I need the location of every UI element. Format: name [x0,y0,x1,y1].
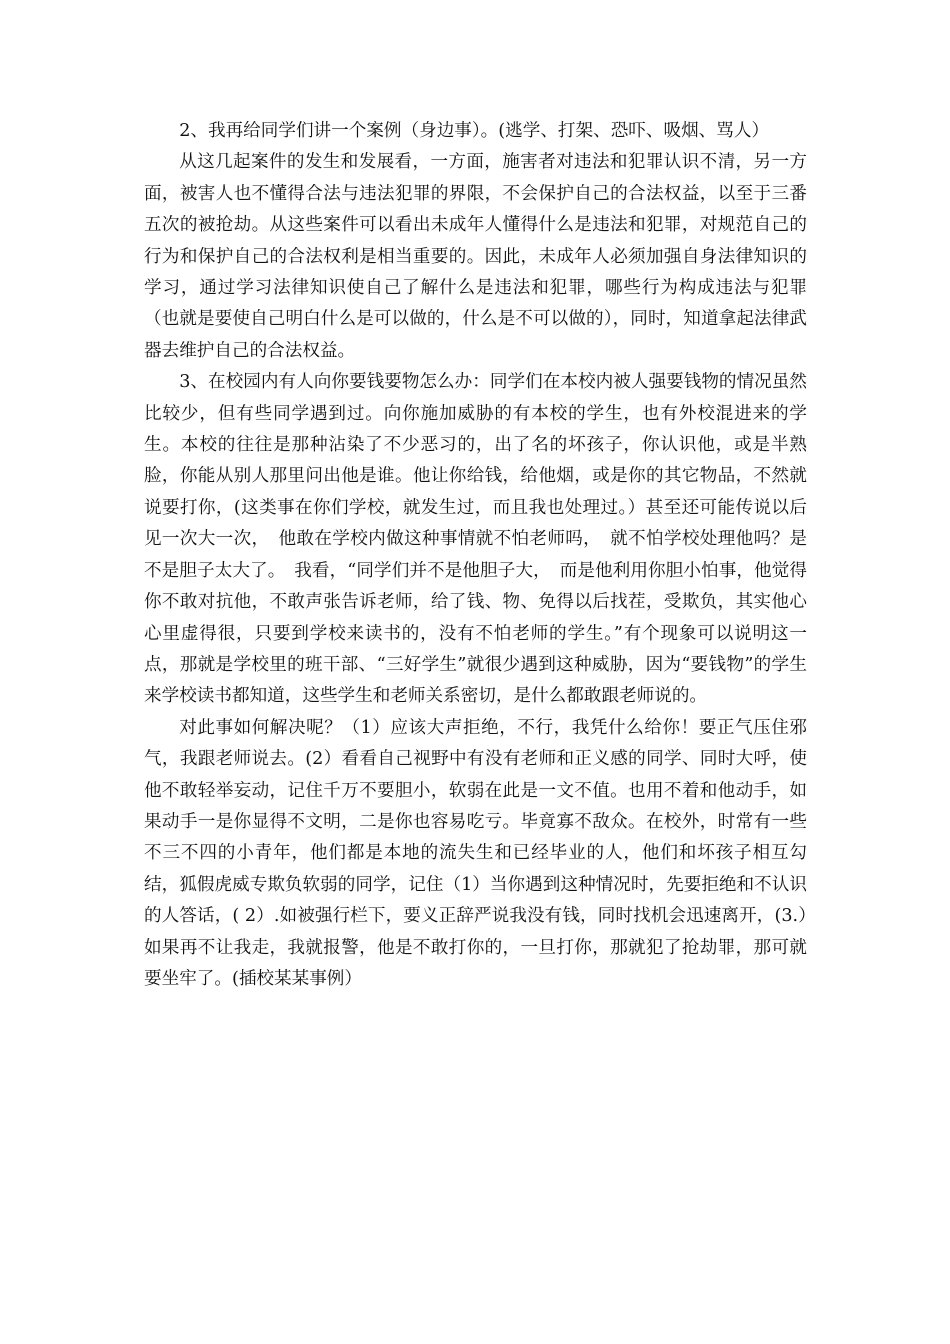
paragraph-case-intro: 2、我再给同学们讲一个案例（身边事）。(逃学、打架、恐吓、吸烟、骂人） [179,121,770,141]
paragraph-solutions: 对此事如何解决呢？（1）应该大声拒绝，不行，我凭什么给你！要正气压住邪气，我跟老师说去。(2）看看自己视野中有没有老师和正义感的同学、同时大呼，使他不敢轻举妄动，记住千万不要胆小，软弱在此是一文不值。也用不着和他动手，如果动手一是你显得不文明，二是你也容易吃亏。毕竟寡不敌众。在校外，时常有一些不三不四的小青年，他们都是本地的流失生和已经毕业的人，他们和坏孩子相互勾结，狐假虎威专欺负软弱的同学，记住（1）当你遇到这种情况时，先要拒绝和不认识的人答话，( 2）.如被强行栏下，要义正辞严说我没有钱，同时找机会迅速离开，(3.）如果再不让我走，我就报警，他是不敢打你的，一旦打你，那就犯了抢劫罪，那可就要坐牢了。(插校某某事例） [144,717,807,989]
paragraph-case-analysis: 从这几起案件的发生和发展看，一方面，施害者对违法和犯罪认识不清，另一方面，被害人也不懂得合法与违法犯罪的界限，不会保护自己的合法权益，以至于三番五次的被抢劫。从这些案件可以看出未成年人懂得什么是违法和犯罪，对规范自己的行为和保护自己的合法权利是相当重要的。因此，未成年人必须加强自身法律知识的学习，通过学习法律知识使自己了解什么是违法和犯罪，哪些行为构成违法与犯罪（也就是要使自己明白什么是可以做的，什么是不可以做的），同时，知道拿起法律武器去维护自己的合法权益。 [144,152,807,361]
document-body [144,116,807,995]
paragraph-campus-extortion: 3、在校园内有人向你要钱要物怎么办：同学们在本校内被人强要钱物的情况虽然比较少，但有些同学遇到过。向你施加威胁的有本校的学生，也有外校混进来的学生。本校的往往是那种沾染了不少恶习的，出了名的坏孩子，你认识他，或是半熟脸，你能从别人那里问出他是谁。他让你给钱，给他烟，或是你的其它物品，不然就说要打你，(这类事在你们学校，就发生过，而且我也处理过。）甚至还可能传说以后见一次大一次， 他敢在学校内做这种事情就不怕老师吗， 就不怕学校处理他吗？是不是胆子太大了。 我看，“同学们并不是他胆子大， 而是他利用你胆小怕事，他觉得你不敢对抗他，不敢声张告诉老师，给了钱、物、免得以后找茬，受欺负，其实他心心里虚得很，只要到学校来读书的，没有不怕老师的学生。”有个现象可以说明这一点，那就是学校里的班干部、“三好学生”就很少遇到这种威胁，因为“要钱物”的学生来学校读书都知道，这些学生和老师关系密切，是什么都敢跟老师说的。 [144,372,807,707]
